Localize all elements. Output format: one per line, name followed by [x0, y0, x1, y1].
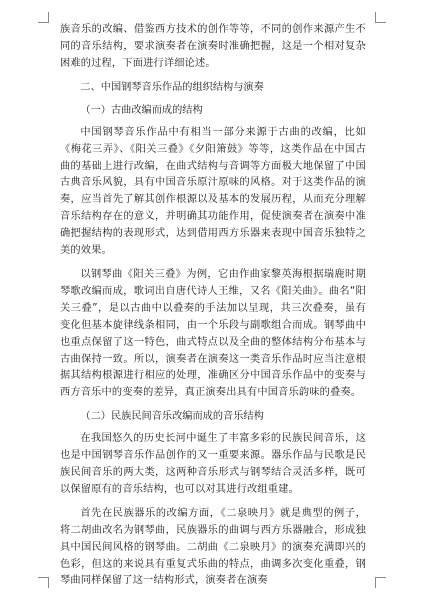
- crop-mark-top-left: [38, 12, 49, 23]
- crop-mark-bottom-left: [38, 577, 49, 588]
- section-heading: 二、中国钢琴音乐作品的组织结构与演奏: [80, 81, 264, 93]
- paragraph-erquan-example: 首先在民族器乐的改编方面，《二泉映月》就是典型的例子，将二胡曲改名为钢琴曲，民族器乐的曲调与西方乐器融合，形成独具中国民间风格的钢琴曲。二胡曲《二泉映月》的演奏充满即兴的色彩，但这的来说具有重复式乐曲的特点，曲调多次变化重叠，钢琴曲同样保留了这一结构形式，演奏者在演奏: [60, 507, 366, 587]
- subsection-heading-folk-music: （二）民族民间音乐改编而成的音乐结构: [80, 411, 264, 423]
- subsection-heading-ancient-music: （一）古曲改编而成的结构: [80, 104, 203, 116]
- paragraph-intro-continuation: 族音乐的改编、借鉴西方技术的创作等等，不同的创作来源产生不同的音乐结构，要求演奏者在演奏时准确把握，这是一个相对复杂困难的过程，下面进行详细论述。: [60, 24, 366, 69]
- crop-mark-top-right: [375, 12, 386, 23]
- paragraph-yangguan-example: 以钢琴曲《阳关三叠》为例，它由作曲家黎英海根据瑞鹿时期琴歌改编而成，歌词出自唐代诗人王维，又名《阳关曲》。曲名“阳关三叠”，是以古曲中以叠奏的手法加以呈现，共三次叠奏，虽有变化但基本旋律线条相同，由一个乐段与副歌组合而成。钢琴曲中也重点保留了这一特色，曲式特点以及全曲的整体结构分布基本与古曲保持一致。所以，演奏者在演奏这一类音乐作品时应当注意根据其结构根源进行相应的处理，准确区分中国音乐作品中的变奏与西方音乐中的变奏的差异，真正演奏出具有中国音乐韵味的叠奏。: [60, 268, 366, 399]
- paragraph-folk-music: 在我国悠久的历史长河中诞生了丰富多彩的民族民间音乐，这也是中国钢琴音乐作品创作的又一重要来源。器乐作品与民歌是民族民间音乐的两大类，这两种音乐形式与钢琴结合灵活多样，既可以保留原有的音乐结构，也可以对其进行改组重建。: [60, 433, 366, 495]
- document-body: [60, 22, 366, 590]
- crop-mark-bottom-right: [375, 577, 386, 588]
- paragraph-ancient-music: 中国钢琴音乐作品中有相当一部分来源于古曲的改编，比如《梅花三弄》、《阳关三叠》《夕阳箫鼓》等等，这类作品在中国古曲的基础上进行改编，在曲式结构与音调等方面极大地保留了中国古典音乐风貌，具有中国音乐原汁原味的风格。对于这类作品的演奏，应当首先了解其创作根源以及基本的发展历程，从而充分理解音乐结构存在的意义，并明确其功能作用，促使演奏者在演奏中准确把握结构的表现形式，达到借用西方乐器来表现中国音乐独特之美的效果。: [60, 126, 366, 257]
